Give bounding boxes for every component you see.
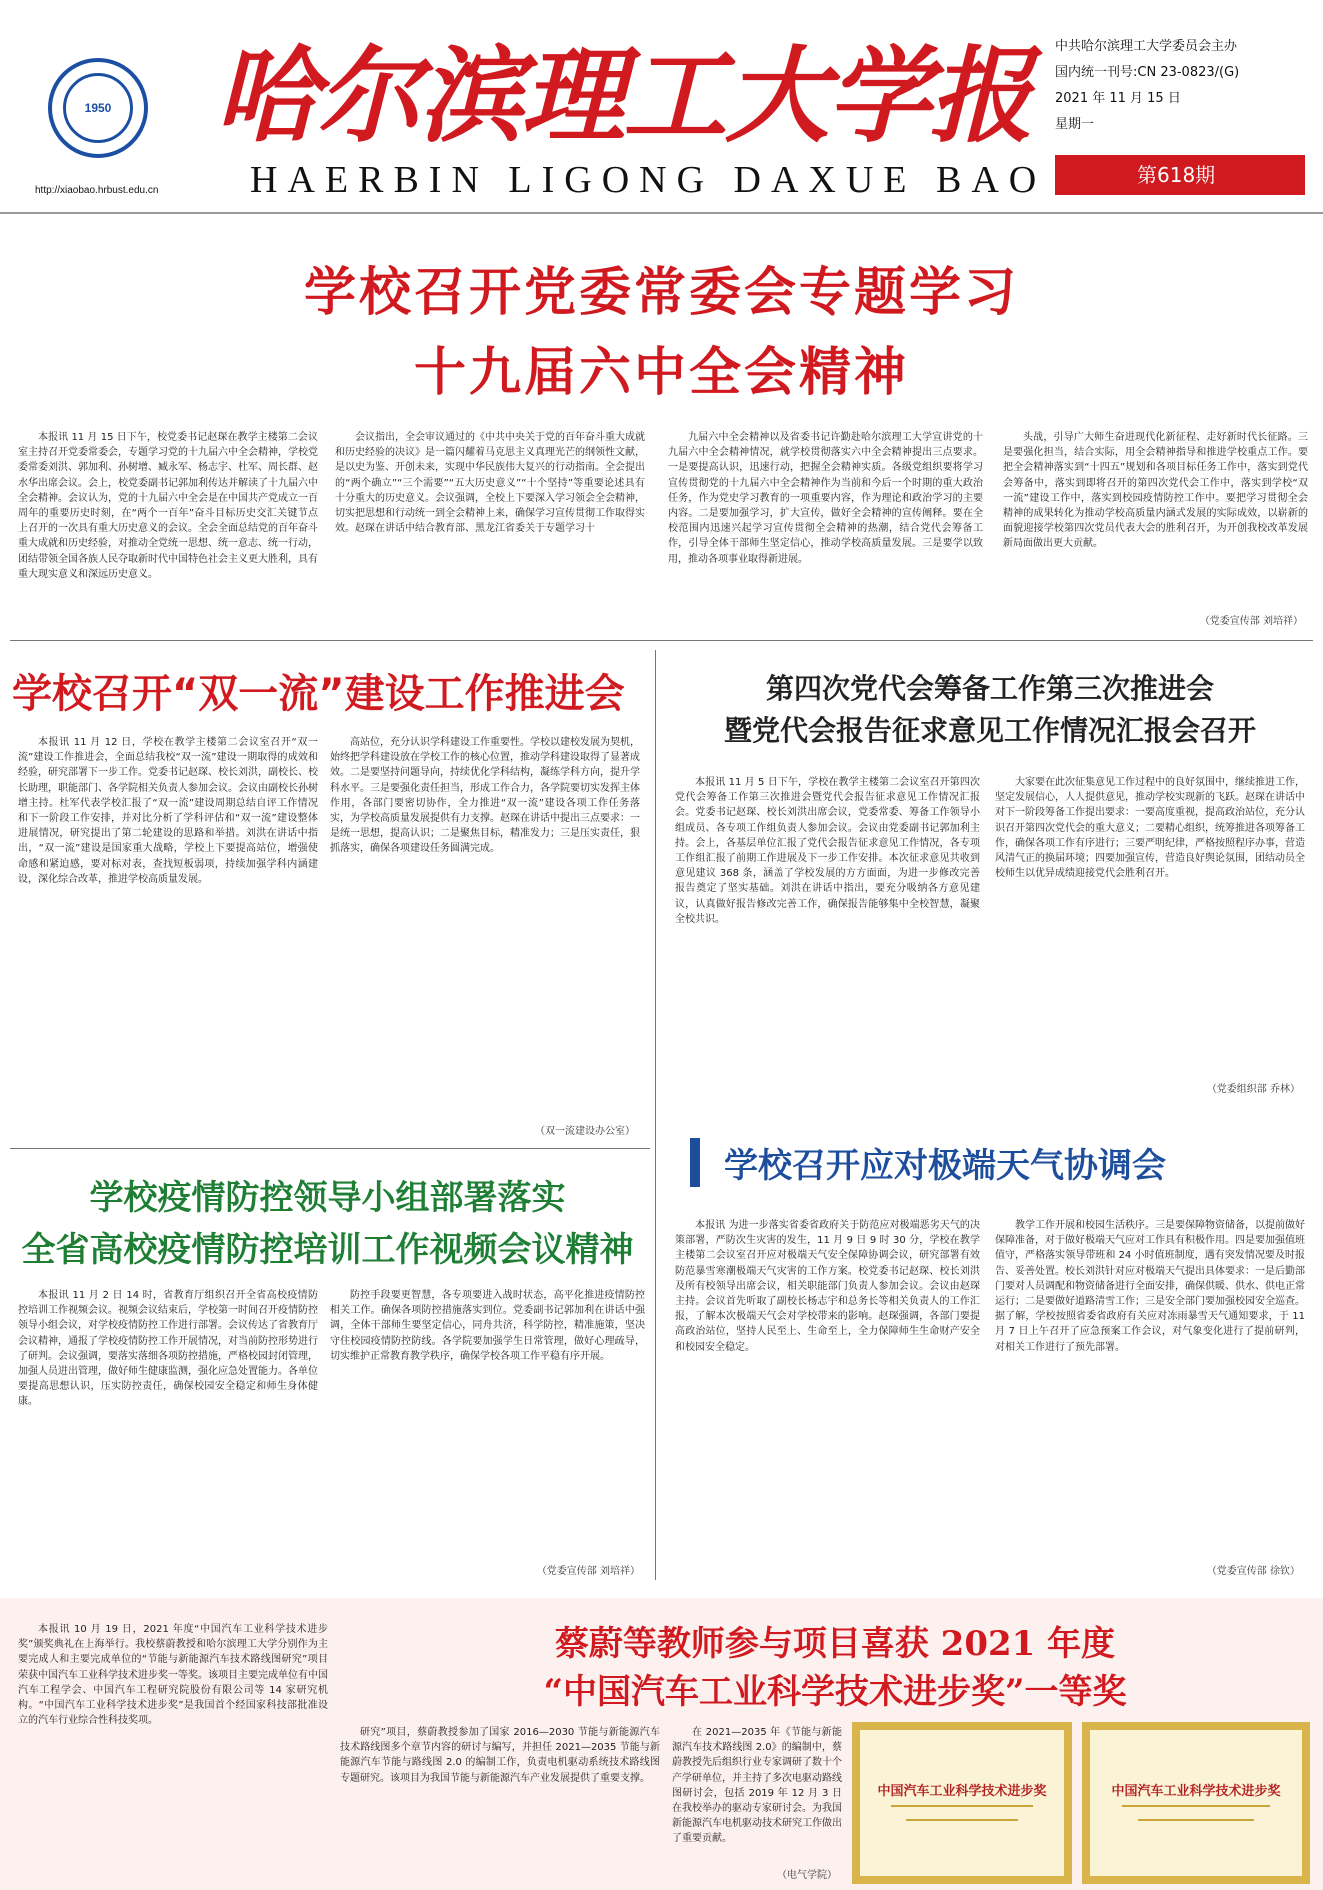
- sec4-title-line2: 全省高校疫情防控培训工作视频会议精神: [21, 1230, 634, 1270]
- sec3-col-1: 本报讯 11 月 5 日下午，学校在教学主楼第二会议室召开第四次党代会筹备工作第三次推进会暨党代会报告征求意见工作情况汇报会。党委书记赵琛、校长刘洪出席会议，党委常委、筹备工作领导小组成员、各专项工作组负责人参加会议。会议由党委副书记郭加利主持。会上，各基层单位汇报了党代会报告征求意见工作情况，各专项工作组汇报了前期工作进展及下一步工作安排。本次征求意见共收到意见建议 368 条，涵盖了学校发展的方方面面，为进一步修改完善报告奠定了坚实基础。刘洪在讲话中指出，要充分吸纳各方意见建议，认真做好报告修改完善工作，确保报告能够集中全校智慧，凝聚全校共识。: [675, 777, 980, 925]
- sec3-title: [665, 668, 1315, 752]
- sec3-col-2: 大家要在此次征集意见工作过程中的良好氛围中，继续推进工作，坚定发展信心，人人提供意见，推动学校实现新的飞跃。赵琛在讲话中对下一阶段筹备工作提出要求：一要高度重视，提高政治站位，充分认识召开第四次党代会的重大意义；二要精心组织，统筹推进各项筹备工作，确保各项工作有序进行；三要严明纪律，严格按照程序办事，营造风清气正的换届环境；四要加强宣传，营造良好舆论氛围，团结动员全校师生以优异成绩迎接党代会胜利召开。: [995, 777, 1305, 880]
- cert1-rule: [891, 1805, 1034, 1807]
- site-url[interactable]: http://xiaobao.hrbust.edu.cn: [35, 185, 159, 196]
- cert1-rule: [906, 1819, 1018, 1821]
- publisher: 中共哈尔滨理工大学委员会主办: [1055, 39, 1238, 54]
- cert1-title: 中国汽车工业科学技术进步奖: [877, 1783, 1047, 1799]
- sec4-col-2: 防控手段要更智慧，各专项要进入战时状态，高平化推进疫情防控相关工作。确保各项防控措施落实到位。党委副书记郭加利在讲话中强调，全体干部师生要坚定信心，同舟共济，科学防控，精准施策，坚决守住校园疫情防控防线。各学院要加强学生日常管理，做好心理疏导，切实维护正常教育教学秩序，确保学校各项工作平稳有序开展。: [330, 1290, 645, 1362]
- logo-emblem: 1950: [63, 73, 133, 143]
- sec5-byline: （党委宣传部 徐钦）: [1206, 1566, 1300, 1577]
- school-logo: [48, 58, 148, 158]
- sec5-col-2: 教学工作开展和校园生活秩序。三是要保障物资储备，以提前做好保障准备，对于做好极端天气应对工作具有积极作用。四是要加强值班值守，严格落实领导带班和 24 小时值班制度，遇有突发情况要及时报告、妥善处置。校长刘洪针对应对极端天气提出具体要求：一是后勤部门要对人员调配和物资储备进行全面安排，确保供暖、供水、供电正常运行；二是要做好道路清雪工作；三是安全部门要加强校园安全巡查。据了解，学校按照省委省政府有关应对冻雨暴雪天气通知要求，于 11 月 7 日上午召开了应急预案工作会议，对气象变化进行了提前研判，对相关工作进行了预先部署。: [995, 1220, 1305, 1353]
- sec3-title-line1: 第四次党代会筹备工作第三次推进会: [765, 672, 1214, 705]
- newspaper-pinyin: HAERBIN LIGONG DAXUE BAO: [250, 159, 1047, 201]
- masthead-info: [1055, 34, 1305, 138]
- sec6-byline: （电气学院）: [777, 1870, 837, 1881]
- cert2-title: 中国汽车工业科学技术进步奖: [1111, 1783, 1281, 1799]
- sec4-title: [0, 1172, 655, 1276]
- sec6-title-line1: 蔡蔚等教师参与项目喜获 2021 年度: [554, 1624, 1116, 1664]
- sec2-col-1: 本报讯 11 月 12 日，学校在教学主楼第二会议室召开“双一流”建设工作推进会，全面总结我校“双一流”建设一期取得的成效和经验，研究部署下一步工作。党委书记赵琛、校长刘洪，副校长、校长助理，职能部门、各学院相关负责人参加会议。会议由副校长孙树增主持。杜军代表学校汇报了“双一流”建设周期总结自评工作情况和下一阶段工作安排，并对比分析了学科评估和“双一流”建设整体进展情况，研究提出了第二轮建设的思路和举措。刘洪在讲话中指出，“双一流”建设是国家重大战略，学校上下要提高站位，增强使命感和紧迫感，要对标对表，查找短板弱项，持续加强学科内涵建设，深化综合改革，推进学校高质量发展。: [18, 737, 318, 885]
- headline-col-4: 头战，引导广大师生奋进现代化新征程、走好新时代长征路。三是要强化担当，结合实际，用全会精神指导和推进学校重点工作。要把全会精神落实到“十四五”规划和各项目标任务工作中，落实到党代会筹备中，落实到即将召开的第四次党代会工作中，落实到学校“双一流”建设工作中，落实到校园疫情防控工作中。要把学习贯彻全会精神的成果转化为推动学校高质量内涵式发展的实际成效，以崭新的面貌迎接学校第四次党员代表大会的胜利召开，为开创我校改革发展新局面做出更大贡献。: [1003, 432, 1308, 550]
- sec6-col-2: 研究”项目，蔡蔚教授参加了国家 2016—2030 节能与新能源汽车技术路线图多个章节内容的研讨与编写，并担任 2021—2035 节能与新能源汽车节能与路线图 2.0 的编制工作，负责电机驱动系统技术路线图专题研究。该项目为我国节能与新能源汽车产业发展提供了重要支撑。: [340, 1727, 660, 1784]
- sec3-byline: （党委组织部 乔林）: [1206, 1084, 1300, 1095]
- cert2-rule: [1138, 1819, 1255, 1821]
- sec6-title-line2: “中国汽车工业科学技术进步奖”一等奖: [543, 1672, 1127, 1712]
- sec2-col-2: 高站位，充分认识学科建设工作重要性。学校以建校发展为契机，始终把学科建设放在学校工作的核心位置，推动学科建设取得了显著成效。二是要坚持问题导向，持续优化学科结构，凝练学科方向，提升学科水平。三是要强化责任担当，形成工作合力，各学院要切实发挥主体作用，各部门要密切协作，全力推进“双一流”建设各项工作任务落实，为学校高质量发展提供有力支撑。赵琛在讲话中提出三点要求：一是统一思想，提高认识；二是聚焦目标，精准发力；三是压实责任，狠抓落实，确保各项建设任务圆满完成。: [330, 737, 640, 855]
- headline-col-1: 本报讯 11 月 15 日下午，校党委书记赵琛在教学主楼第二会议室主持召开党委常委会，专题学习党的十九届六中全会精神，学校党委常委刘洪、郭加利、孙树增、臧永军、杨志宇、杜军、周长群、赵水华出席会议。会上，校党委副书记郭加利传达并解读了十九届六中全会精神。会议认为，党的十九届六中全会是在中国共产党成立一百周年的重要历史时刻，在“两个一百年”奋斗目标历史交汇关键节点上召开的一次具有重大历史意义的会议。全会全面总结党的百年奋斗重大成就和历史经验，对推动全党统一思想、统一意志、统一行动，团结带领全国各族人民夺取新时代中国特色社会主义更大胜利，具有重大现实意义和深远历史意义。: [18, 432, 318, 580]
- award-certificate-photo-2: [1082, 1722, 1310, 1884]
- section-divider: [10, 1148, 650, 1149]
- headline-byline: （党委宣传部 刘培祥）: [1199, 616, 1303, 627]
- cert2-rule: [1122, 1805, 1270, 1807]
- newspaper-title: 哈尔滨理工大学报: [215, 34, 1032, 157]
- issue-date: 2021 年 11 月 15 日: [1055, 91, 1181, 106]
- sec2-byline: （双一流建设办公室）: [535, 1126, 635, 1137]
- sec4-col-1: 本报讯 11 月 2 日 14 时，省教育厅组织召开全省高校疫情防控培训工作视频会议。视频会议结束后，学校第一时间召开疫情防控领导小组会议，对学校疫情防控工作进行部署。会议传达了省教育厅会议精神，通报了学校疫情防控工作开展情况，对当前防控形势进行了研判。会议强调，要落实落细各项防控措施，严格校园封闭管理，加强人员进出管理，做好师生健康监测，强化应急处置能力。各单位要提高思想认识，压实防控责任，确保校园安全稳定和师生身体健康。: [18, 1290, 318, 1408]
- sec5-title: 学校召开应对极端天气协调会: [690, 1138, 1323, 1187]
- issue-badge: 第618期: [1055, 155, 1305, 195]
- headline-line1: 学校召开党委常委会专题学习: [303, 263, 1019, 323]
- sec4-byline: （党委宣传部 刘培祥）: [536, 1566, 640, 1577]
- award-certificate-photo-1: [852, 1722, 1072, 1884]
- headline-col-2: 会议指出，全会审议通过的《中共中央关于党的百年奋斗重大成就和历史经验的决议》是一篇闪耀着马克思主义真理光芒的纲领性文献，是以史为鉴、开创未来，实现中华民族伟大复兴的行动指南。全会提出的“两个确立”“三个需要”“五大历史意义”“十个坚持”等重要论述具有十分重大的历史意义。会议强调，全校上下要深入学习领会全会精神，切实把思想和行动统一到全会精神上来，确保学习宣传贯彻工作取得实效。赵琛在讲话中结合教育部、黑龙江省委关于专题学习十: [335, 432, 645, 535]
- sec5-col-1: 本报讯 为进一步落实省委省政府关于防范应对极端恶劣天气的决策部署，严防次生灾害的发生，11 月 9 日 9 时 30 分，学校在教学主楼第二会议室召开应对极端天气安全保障协调会议，研究部署有效防范暴雪寒潮极端天气灾害的工作方案。校党委书记赵琛、校长刘洪及所有校领导出席会议，相关职能部门负责人参加会议。会议由赵琛主持。会议首先听取了副校长杨志宇和总务长等相关负责人的工作汇报，了解本次极端天气会对学校带来的影响。赵琛强调，各部门要提高政治站位，坚持人民至上、生命至上，全力保障师生生命财产安全和校园安全稳定。: [675, 1220, 980, 1353]
- sec6-col-3: 在 2021—2035 年《节能与新能源汽车技术路线图 2.0》的编制中，蔡蔚教授先后组织行业专家调研了数十个产学研单位，并主持了多次电驱动路线图研讨会，包括 2019 年 12 月 3 日在我校举办的驱动专家研讨会。为我国新能源汽车电机驱动技术研究工作做出了重要贡献。: [672, 1727, 842, 1845]
- sec6-title: [360, 1620, 1310, 1716]
- sec6-col-1: 本报讯 10 月 19 日，2021 年度“中国汽车工业科学技术进步奖”颁奖典礼在上海举行。我校蔡蔚教授和哈尔滨理工大学分别作为主要完成人和主要完成单位的“节能与新能源汽车技术路线图研究”项目荣获中国汽车工业科学技术进步奖一等奖。该项目主要完成单位有中国汽车工程学会、中国汽车工程研究院股份有限公司等 14 家研究机构。“中国汽车工业科学技术进步奖”是我国首个经国家科技部批准设立的汽车行业综合性科技奖项。: [18, 1624, 328, 1727]
- sec4-title-line1: 学校疫情防控领导小组部署落实: [89, 1178, 566, 1218]
- sec3-title-line2: 暨党代会报告征求意见工作情况汇报会召开: [723, 714, 1256, 747]
- sec2-title: 学校召开“双一流”建设工作推进会: [12, 671, 625, 717]
- headline-line2: 十九届六中全会精神: [413, 343, 909, 403]
- serial-number: 国内统一刊号:CN 23-0823/(G): [1055, 65, 1240, 80]
- section-divider: [10, 640, 1313, 641]
- headline-col-3: 九届六中全会精神以及省委书记许勤赴哈尔滨理工大学宣讲党的十九届六中全会精神情况，就学校贯彻落实六中全会精神提出三点要求。一是要提高认识，迅速行动，把握全会精神实质。各级党组织要将学习宣传贯彻党的十九届六中全会精神作为当前和今后一个时期的重大政治任务，作为党史学习教育的一项重要内容，作为理论和政治学习的主要内容。二是要加强学习，扩大宣传，做好全会精神的宣传阐释。要在全校范围内迅速兴起学习宣传贯彻全会精神的热潮，结合党代会筹备工作，引导全体干部师生坚定信心，推动学校高质量发展。三是要学以致用，推动各项事业取得新进展。: [668, 432, 983, 565]
- weekday: 星期一: [1055, 117, 1095, 132]
- masthead-divider: [0, 212, 1323, 214]
- column-divider: [655, 650, 656, 1580]
